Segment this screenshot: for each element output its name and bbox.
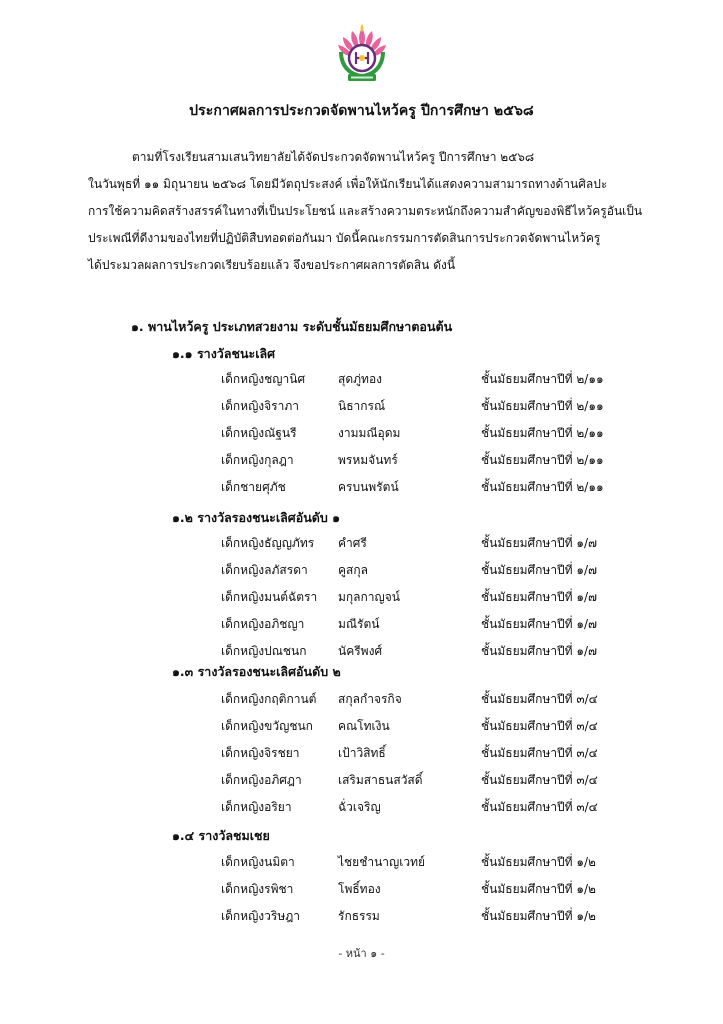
student-first-name: เด็กหญิงมนต์ฉัตรา <box>221 590 318 604</box>
student-first-name: เด็กหญิงณัฐนรี <box>221 426 297 440</box>
school-emblem-icon <box>332 22 392 84</box>
award-heading: ๑.๔ รางวัลชมเชย <box>172 828 270 843</box>
student-last-name: มณีรัตน์ <box>338 617 380 631</box>
student-last-name: นัครีพงศ์ <box>338 644 383 658</box>
student-last-name: สุดภู่ทอง <box>338 372 383 386</box>
student-last-name: งามมณีอุดม <box>338 426 401 440</box>
award-heading: ๑.๓ รางวัลรองชนะเลิศอันดับ ๒ <box>172 664 341 679</box>
page-number: - หน้า ๑ - <box>338 947 385 960</box>
student-last-name: เสริมสาธนสวัสดิ์ <box>338 773 423 787</box>
student-grade: ชั้นมัธยมศึกษาปีที่ ๓/๔ <box>481 800 598 814</box>
student-last-name: นิธากรณ์ <box>338 399 386 413</box>
student-grade: ชั้นมัธยมศึกษาปีที่ ๓/๔ <box>481 773 598 787</box>
student-first-name: เด็กชายศุภัช <box>221 480 286 494</box>
student-first-name: เด็กหญิงกุลฎา <box>221 453 294 467</box>
student-grade: ชั้นมัธยมศึกษาปีที่ ๑/๗ <box>481 563 598 577</box>
student-first-name: เด็กหญิงปณชนก <box>221 644 307 658</box>
student-first-name: เด็กหญิงขวัญชนก <box>221 719 313 733</box>
document-title: ประกาศผลการประกวดจัดพานไหว้ครู ปีการศึกษา ๒๕๖๘ <box>189 103 534 119</box>
student-first-name: เด็กหญิงอภิชญา <box>221 617 305 631</box>
student-last-name: ครบนพรัตน์ <box>338 480 399 494</box>
award-heading: ๑.๑ รางวัลชนะเลิศ <box>172 346 276 361</box>
student-first-name: เด็กหญิงจิราภา <box>221 399 300 413</box>
student-grade: ชั้นมัธยมศึกษาปีที่ ๓/๔ <box>481 719 598 733</box>
student-grade: ชั้นมัธยมศึกษาปีที่ ๓/๔ <box>481 746 598 760</box>
intro-line: ตามที่โรงเรียนสามเสนวิทยาลัยได้จัดประกวดจัดพานไหว้ครู ปีการศึกษา ๒๕๖๘ <box>132 150 535 164</box>
student-grade: ชั้นมัธยมศึกษาปีที่ ๒/๑๑ <box>481 480 604 494</box>
student-grade: ชั้นมัธยมศึกษาปีที่ ๑/๗ <box>481 644 598 658</box>
student-first-name: เด็กหญิงชญานิศ <box>221 372 306 386</box>
student-first-name: เด็กหญิงอริยา <box>221 800 292 814</box>
student-last-name: คูสกุล <box>338 563 368 577</box>
student-grade: ชั้นมัธยมศึกษาปีที่ ๒/๑๑ <box>481 372 604 386</box>
student-last-name: คำศรี <box>338 536 367 550</box>
student-first-name: เด็กหญิงรพิชา <box>221 882 294 896</box>
student-first-name: เด็กหญิงนมิตา <box>221 855 295 869</box>
student-grade: ชั้นมัธยมศึกษาปีที่ ๑/๗ <box>481 590 598 604</box>
student-grade: ชั้นมัธยมศึกษาปีที่ ๑/๗ <box>481 536 598 550</box>
intro-line: ในวันพุธที่ ๑๑ มิถุนายน ๒๕๖๘ โดยมีวัตถุประสงค์ เพื่อให้นักเรียนได้แสดงความสามารถทางด้านศิลปะ <box>88 177 608 191</box>
student-grade: ชั้นมัธยมศึกษาปีที่ ๑/๒ <box>481 855 596 869</box>
student-grade: ชั้นมัธยมศึกษาปีที่ ๑/๗ <box>481 617 598 631</box>
student-last-name: เป้าวิสิทธิ์ <box>338 746 386 760</box>
award-heading: ๑.๒ รางวัลรองชนะเลิศอันดับ ๑ <box>172 510 341 525</box>
student-grade: ชั้นมัธยมศึกษาปีที่ ๒/๑๑ <box>481 426 604 440</box>
student-first-name: เด็กหญิงวริษฎา <box>221 909 301 923</box>
student-last-name: สกุลกำจรกิจ <box>338 692 402 706</box>
student-last-name: พรหมจันทร์ <box>338 453 398 467</box>
student-last-name: มกุลกาญจน์ <box>338 590 400 604</box>
student-last-name: รักธรรม <box>338 909 380 923</box>
student-grade: ชั้นมัธยมศึกษาปีที่ ๓/๔ <box>481 692 598 706</box>
student-last-name: ไชยชำนาญเวทย์ <box>338 855 426 869</box>
student-grade: ชั้นมัธยมศึกษาปีที่ ๑/๒ <box>481 882 596 896</box>
intro-line: การใช้ความคิดสร้างสรรค์ในทางที่เป็นประโยชน์ และสร้างความตระหนักถึงความสำคัญของพิธีไหว้ครูอันเป็น <box>88 204 643 218</box>
student-last-name: โพธิ์ทอง <box>338 882 381 896</box>
intro-line: ประเพณีที่ดีงามของไทยที่ปฏิบัติสืบทอดต่อกันมา บัดนี้คณะกรรมการตัดสินการประกวดจัดพานไหว้ครู <box>88 231 601 245</box>
student-first-name: เด็กหญิงธัญญภัทร <box>221 536 315 550</box>
intro-paragraph <box>88 144 648 279</box>
student-last-name: คณโทเงิน <box>338 719 390 733</box>
student-first-name: เด็กหญิงจิรชยา <box>221 746 300 760</box>
student-grade: ชั้นมัธยมศึกษาปีที่ ๒/๑๑ <box>481 453 604 467</box>
student-first-name: เด็กหญิงลภัสรดา <box>221 563 308 577</box>
student-grade: ชั้นมัธยมศึกษาปีที่ ๒/๑๑ <box>481 399 604 413</box>
student-last-name: ฉั่วเจริญ <box>338 800 381 814</box>
student-first-name: เด็กหญิงอภิศฎา <box>221 773 302 787</box>
section-heading: ๑. พานไหว้ครู ประเภทสวยงาม ระดับชั้นมัธยมศึกษาตอนต้น <box>131 319 453 334</box>
student-grade: ชั้นมัธยมศึกษาปีที่ ๑/๒ <box>481 909 596 923</box>
intro-line: ได้ประมวลผลการประกวดเรียบร้อยแล้ว จึงขอประกาศผลการตัดสิน ดังนี้ <box>88 258 456 272</box>
student-first-name: เด็กหญิงกฤติกานต์ <box>221 692 317 706</box>
